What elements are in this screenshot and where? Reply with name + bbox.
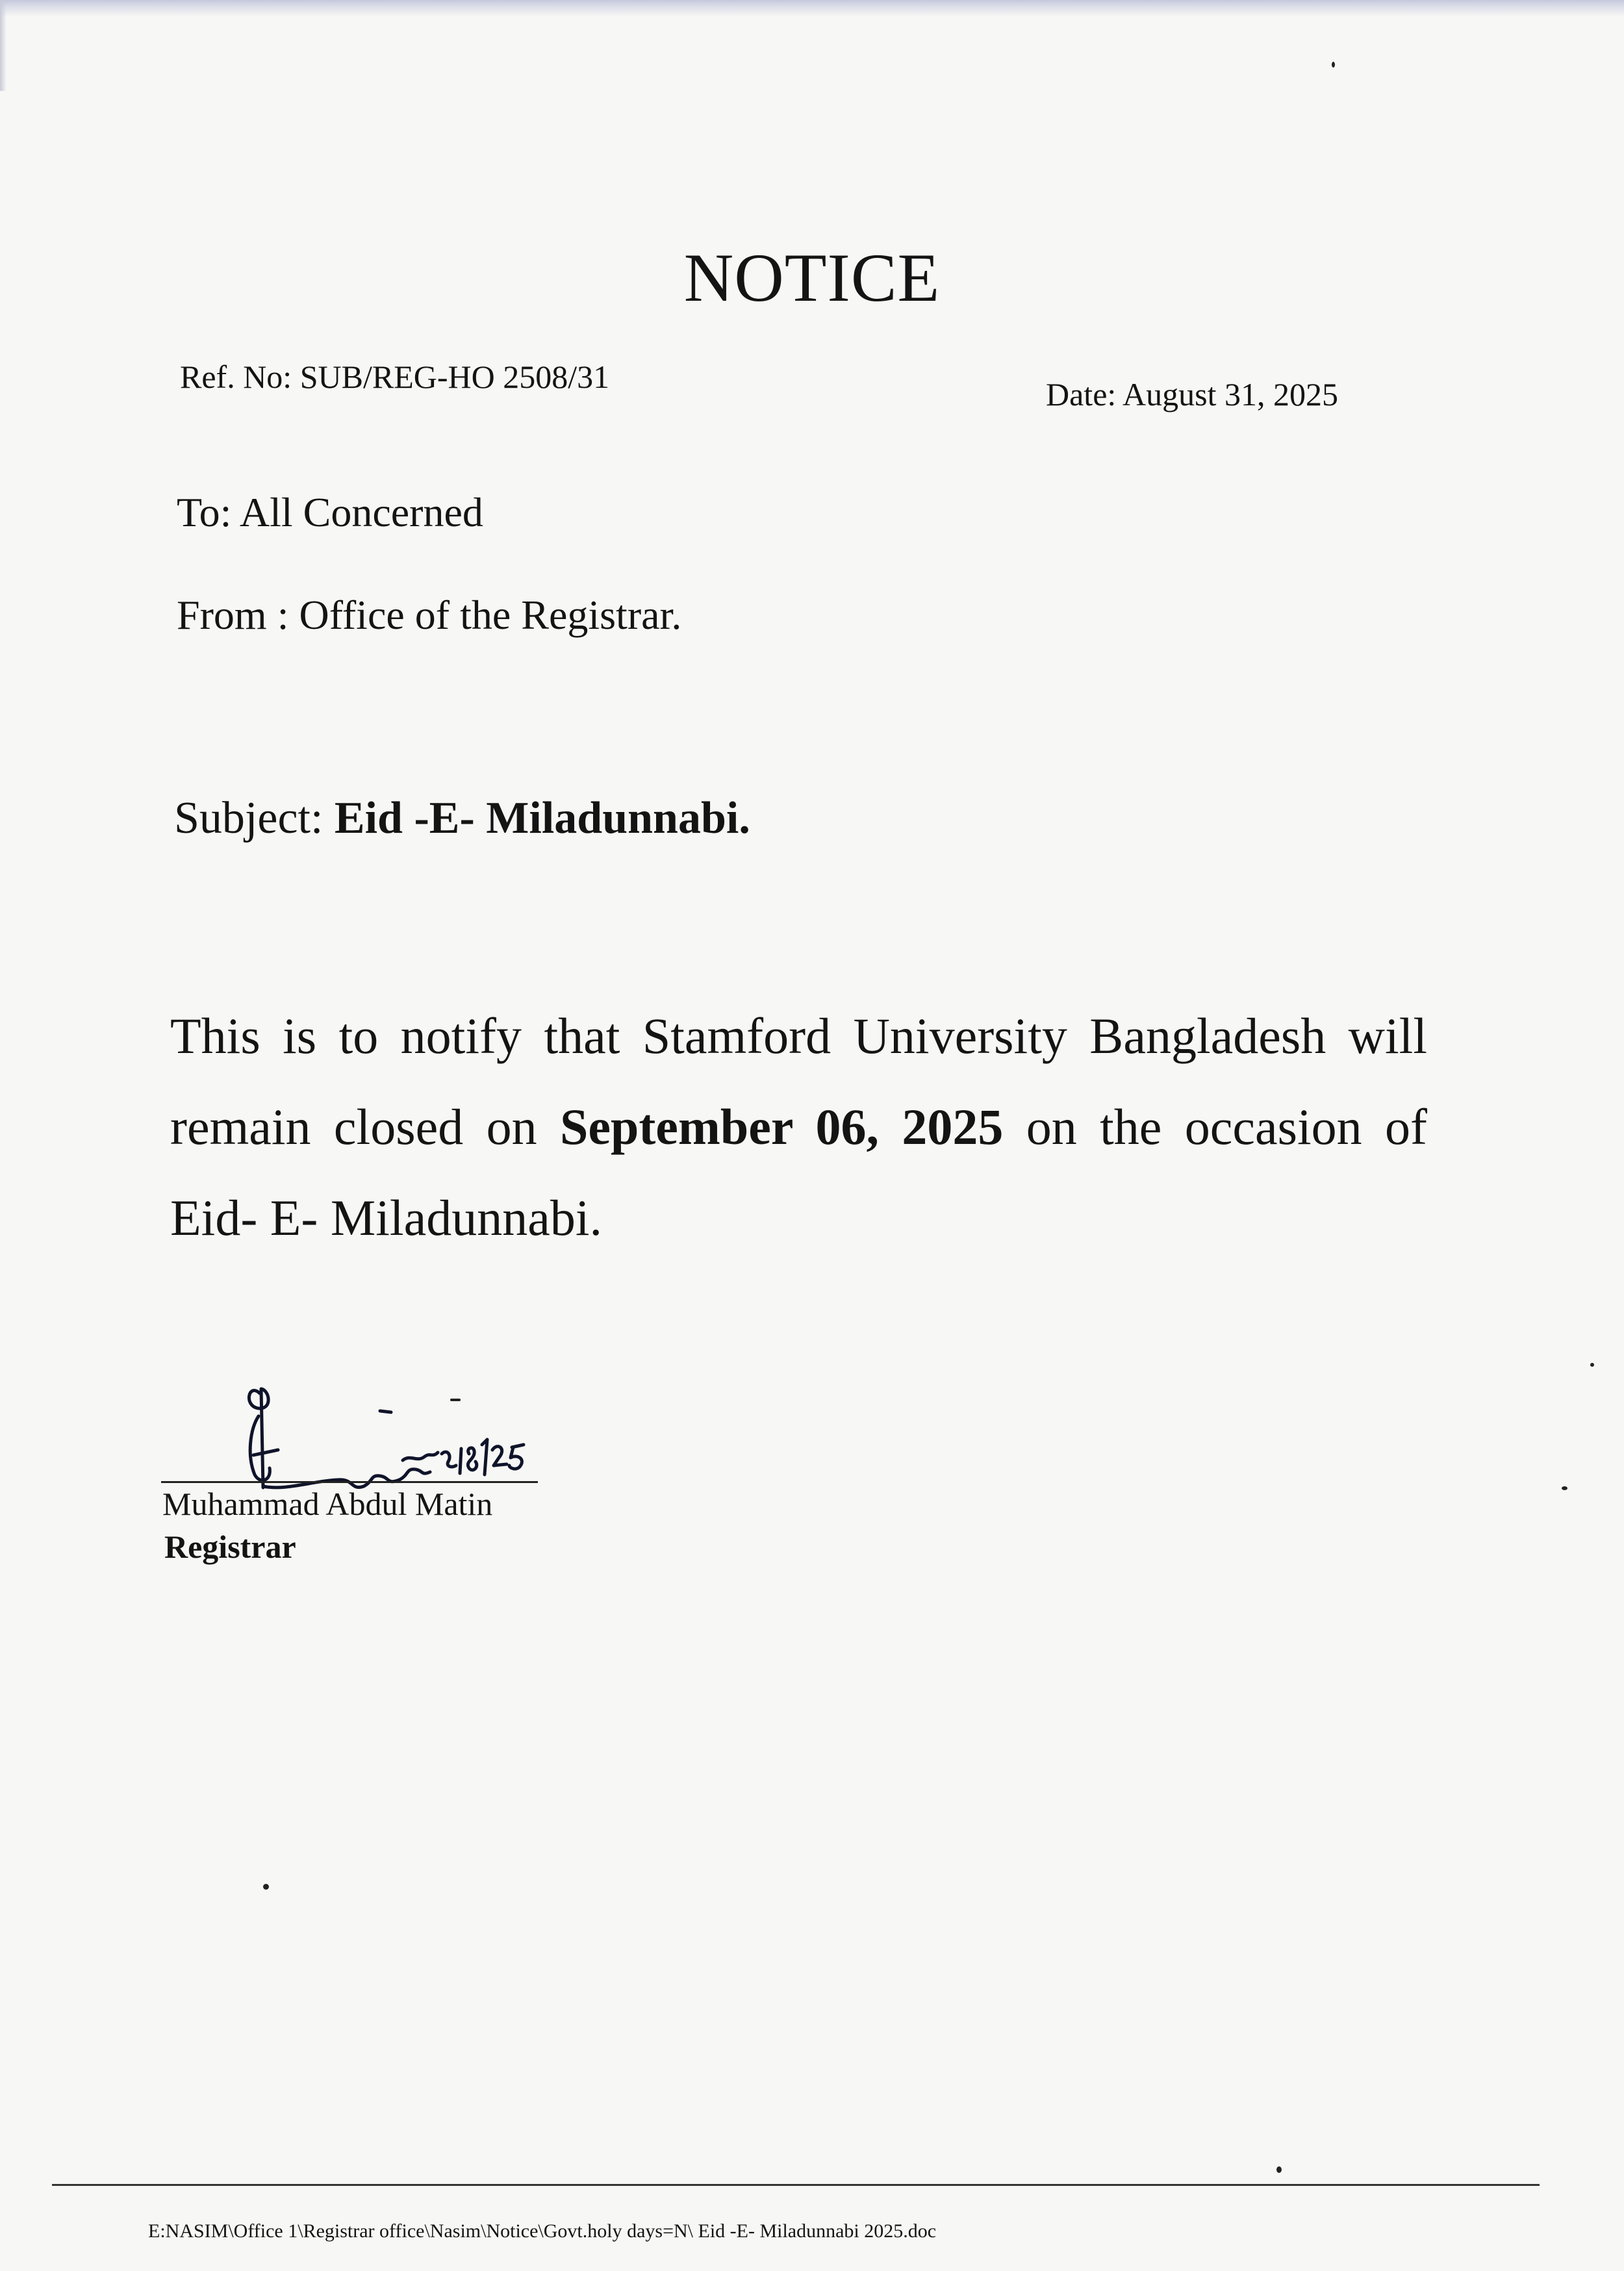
notice-title: NOTICE [683, 240, 941, 316]
reference-number: Ref. No: SUB/REG-HO 2508/31 [180, 359, 610, 395]
closure-date: September 06, 2025 [559, 1098, 1004, 1155]
scan-speck [1276, 2166, 1282, 2173]
signature-line [161, 1481, 538, 1483]
body-text-part2: on the occasion of Eid- E- Miladunnabi. [170, 1098, 1427, 1246]
subject-value: Eid -E- Miladunnabi. [334, 793, 750, 843]
signer-name: Muhammad Abdul Matin [162, 1486, 493, 1522]
subject-line [174, 793, 750, 843]
scan-speck [263, 1884, 269, 1890]
scan-speck [450, 1399, 461, 1401]
scan-speck [1590, 1363, 1594, 1367]
scan-edge-shadow [0, 0, 1624, 17]
footer-rule [52, 2184, 1540, 2186]
subject-label: Subject: [174, 793, 335, 843]
scan-speck [1332, 62, 1335, 68]
scan-edge-shadow-left [0, 0, 6, 91]
body-text-part1: This is to notify that Stamford University Bangladesh will remain closed on [170, 1008, 1427, 1155]
recipient-line: To: All Concerned [177, 489, 483, 535]
notice-body [170, 991, 1427, 1263]
notice-date: Date: August 31, 2025 [1046, 376, 1338, 412]
sender-line: From : Office of the Registrar. [177, 592, 682, 638]
signer-title: Registrar [164, 1529, 296, 1565]
footer-file-path: E:NASIM\Office 1\Registrar office\Nasim\Notice\Govt.holy days=N\ Eid -E- Miladunnabi 2025.doc [148, 2220, 937, 2242]
scan-speck [1562, 1486, 1567, 1490]
